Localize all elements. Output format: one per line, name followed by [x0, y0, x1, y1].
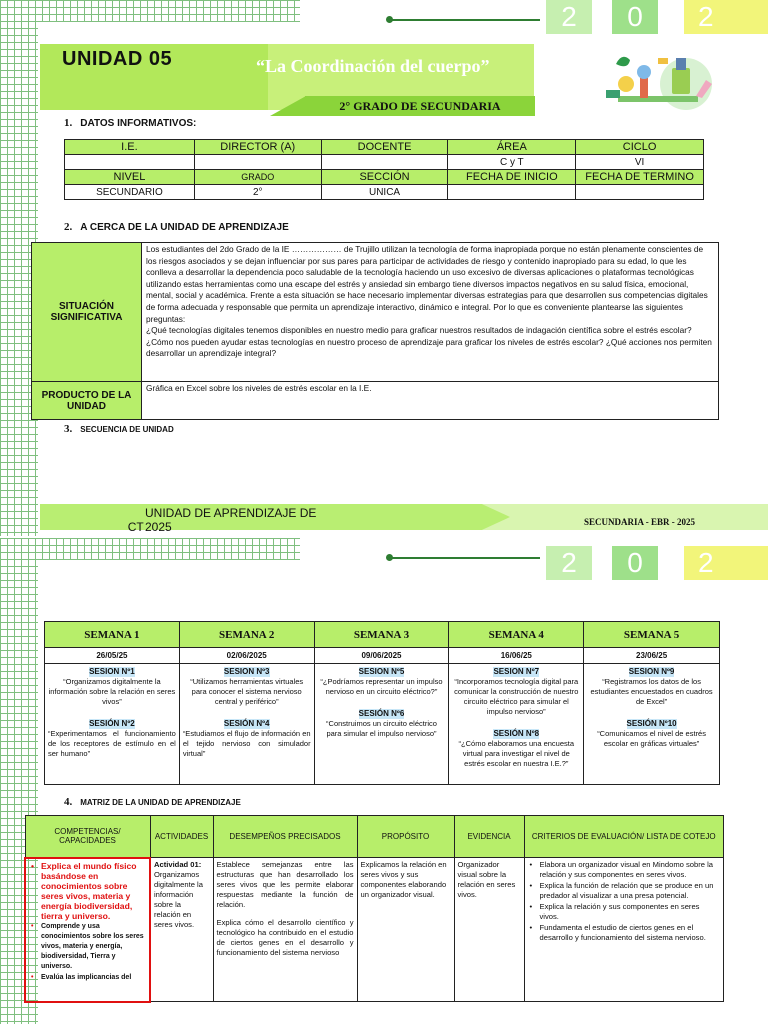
- matrix-competency-cell: [25, 858, 150, 1002]
- info-values-row-2: [65, 185, 704, 200]
- week-4-date: 16/06/25: [449, 648, 584, 664]
- top-dot: [386, 16, 393, 23]
- top-rule-2: [390, 557, 540, 559]
- info-header-fecha-termino: FECHA DE TERMINO: [576, 170, 704, 185]
- matrix-header-criterios: CRITERIOS DE EVALUACIÓN/ LISTA DE COTEJO: [524, 816, 724, 858]
- info-header-director: DIRECTOR (A): [194, 140, 321, 155]
- footer-overlap-text: CT: [127, 520, 144, 534]
- section-3-heading: [64, 423, 174, 435]
- week-1-sessions: [45, 664, 180, 785]
- session-text: “Registramos los datos de los estudiantes encuestados en cuadros de Excel”: [590, 677, 713, 706]
- year-digit-1b: 2: [546, 546, 592, 580]
- section-4-heading: [64, 796, 241, 808]
- competency-main: • Explica el mundo físico basándose en conocimientos sobre seres vivos, materia y energía biodiversidad, tierra y universo.: [29, 861, 146, 921]
- section-4-title: MATRIZ DE LA UNIDAD DE APRENDIZAJE: [80, 798, 241, 807]
- info-header-fecha-inicio: FECHA DE INICIO: [448, 170, 576, 185]
- matrix-header-competencias: COMPETENCIAS/ CAPACIDADES: [25, 816, 150, 858]
- activity-label: Actividad 01:: [154, 860, 202, 869]
- session-number: SESION Nº1: [89, 667, 135, 676]
- footer-left-text: UNIDAD DE APRENDIZAJE DE 2025CT: [127, 506, 317, 534]
- info-header-grado: GRADO: [194, 170, 321, 185]
- criteria-list: [528, 860, 721, 943]
- grid-paper-top: [0, 0, 300, 22]
- week-5-sessions: [584, 664, 720, 785]
- session-number: SESIÓN Nº8: [493, 729, 540, 738]
- capacity-item: • Evalúa las implicancias del: [29, 973, 146, 983]
- info-header-area: ÁREA: [448, 140, 576, 155]
- weeks-table: [44, 621, 720, 785]
- info-values-row: [65, 155, 704, 170]
- session-text: “¿Cómo elaboramos una encuesta virtual para investigar el nivel de estrés escolar en nuestra I.E.?”: [458, 739, 575, 768]
- unit-quote: “La Coordinación del cuerpo”: [256, 56, 490, 76]
- activity-text: Organizamos digitalmente la información sobre la relación en seres vivos.: [154, 870, 203, 929]
- matrix-header-desempenos: DESEMPEÑOS PRECISADOS: [213, 816, 357, 858]
- session-text: “¿Podríamos representar un impulso nervioso en un circuito eléctrico?”: [320, 677, 443, 696]
- week-5-label: SEMANA 5: [584, 622, 720, 648]
- year-digit-3: 2: [684, 0, 768, 34]
- capacity-item: • Comprende y usa conocimientos sobre los seres vivos, materia y energía, biodiversidad, Tierra y universo.: [29, 922, 146, 972]
- session-text: “Estudiamos el flujo de información en el tejido nervioso con simulador virtual”: [182, 729, 311, 758]
- weeks-date-row: [45, 648, 720, 664]
- matrix-header-proposito: PROPÓSITO: [357, 816, 454, 858]
- info-table: [64, 139, 704, 200]
- product-label: PRODUCTO DE LA UNIDAD: [32, 382, 142, 420]
- info-value-seccion: UNICA: [321, 185, 448, 200]
- week-3-date: 09/06/2025: [314, 648, 449, 664]
- competency-list: [29, 861, 146, 983]
- product-row: [32, 382, 719, 420]
- info-header-row-2: [65, 170, 704, 185]
- info-value-docente: [321, 155, 448, 170]
- performance-item: Establece semejanzas entre las estructuras que han desarrollado los seres vivos que les permite elaborar respuestas mediante la función de relación.: [216, 860, 354, 909]
- criteria-item: • Explica la relación y sus componentes en seres vivos.: [528, 902, 721, 922]
- unit-title: [62, 48, 172, 71]
- week-1-date: 26/05/25: [45, 648, 180, 664]
- weeks-header-row: [45, 622, 720, 648]
- matrix-performance-cell: [213, 858, 357, 1002]
- session-number: SESION Nº5: [358, 667, 405, 676]
- session-text: “Utilizamos herramientas virtuales para conocer el sistema nervioso central y periférico”: [190, 677, 304, 706]
- week-2-date: 02/06/2025: [179, 648, 314, 664]
- info-value-director: [194, 155, 321, 170]
- page-2: [0, 538, 768, 1024]
- section-2-title: A CERCA DE LA UNIDAD DE APRENDIZAJE: [80, 222, 289, 233]
- week-4-sessions: [449, 664, 584, 785]
- info-value-ciclo: VI: [576, 155, 704, 170]
- session-number: SESION Nº7: [493, 667, 540, 676]
- week-2-label: SEMANA 2: [179, 622, 314, 648]
- week-1-label: SEMANA 1: [45, 622, 180, 648]
- info-header-ie: I.E.: [65, 140, 195, 155]
- week-3-label: SEMANA 3: [314, 622, 449, 648]
- situation-questions: ¿Qué tecnologías digitales tenemos disponibles en nuestro medio para graficar nuestros resultados de indagación científica sobre el estrés escolar? ¿Cómo nos pueden ayudar estas tecnologías en nuestro proceso de aprendizaje para graficar los niveles de estrés escolar? ¿Qué acciones nos permiten desarrollar un aprendizaje integral?: [146, 325, 712, 359]
- year-digit-2: 0: [612, 0, 658, 34]
- year-digit-2b: 0: [612, 546, 658, 580]
- page-footer: [0, 498, 768, 536]
- top-rule: [390, 19, 540, 21]
- section-4-number: 4.: [64, 796, 73, 808]
- session-text: “Experimentamos el funcionamiento de los receptores de estímulo en el ser humano”: [48, 729, 176, 758]
- matrix-activity-cell: [150, 858, 213, 1002]
- science-illustration-icon: [596, 44, 714, 122]
- criteria-item: • Fundamenta el estudio de ciertos genes en el desarrollo y funcionamiento del sistema nervioso.: [528, 923, 721, 943]
- info-value-grado: 2°: [194, 185, 321, 200]
- criteria-item: • Explica la función de relación que se produce en un predador al visualizar a una presa potencial.: [528, 881, 721, 901]
- info-value-fecha-termino: [576, 185, 704, 200]
- top-dot-2: [386, 554, 393, 561]
- unit-number: 05: [148, 48, 173, 70]
- info-value-area: C y T: [448, 155, 576, 170]
- info-header-row: [65, 140, 704, 155]
- session-number: SESIÓN Nº4: [223, 719, 270, 728]
- matrix-header-evidencia: EVIDENCIA: [454, 816, 524, 858]
- section-1-heading: [64, 117, 196, 129]
- grade-banner: [305, 96, 535, 116]
- grade-label: 2° GRADO DE SECUNDARIA: [339, 99, 501, 113]
- matrix-evidence-cell: Organizador visual sobre la relación en seres vivos.: [454, 858, 524, 1002]
- session-text: “Incorporamos tecnología digital para comunicar la construcción de nuestro circuito eléctrico para simular el impulso nervioso”: [454, 677, 579, 716]
- section-2-heading: [64, 221, 289, 233]
- session-number: SESIÓN Nº2: [89, 719, 135, 728]
- year-digit-3b: 2: [684, 546, 768, 580]
- matrix-body-row: [25, 858, 724, 1002]
- matrix-purpose-cell: Explicamos la relación en seres vivos y sus componentes elaborando un organizador visual.: [357, 858, 454, 1002]
- weeks-sessions-row: [45, 664, 720, 785]
- matrix-criteria-cell: [524, 858, 724, 1002]
- matrix-header-row: [25, 816, 724, 858]
- info-header-nivel: NIVEL: [65, 170, 195, 185]
- info-value-fecha-inicio: [448, 185, 576, 200]
- situation-cell: [142, 243, 719, 382]
- week-3-sessions: [314, 664, 449, 785]
- info-header-ciclo: CICLO: [576, 140, 704, 155]
- matrix-header-actividades: ACTIVIDADES: [150, 816, 213, 858]
- section-1-title: DATOS INFORMATIVOS:: [80, 118, 197, 129]
- week-2-sessions: [179, 664, 314, 785]
- about-table: [31, 242, 719, 420]
- session-number: SESION Nº9: [628, 667, 675, 676]
- criteria-item: • Elabora un organizador visual en Mindomo sobre la relación y sus componentes en seres vivos.: [528, 860, 721, 880]
- session-text: “Organizamos digitalmente la información sobre la relación en seres vivos”: [48, 677, 176, 706]
- situation-row: [32, 243, 719, 382]
- section-2-number: 2.: [64, 221, 73, 233]
- week-5-date: 23/06/25: [584, 648, 720, 664]
- session-number: SESIÓN Nº10: [626, 719, 677, 728]
- info-header-seccion: SECCIÓN: [321, 170, 448, 185]
- situation-text: Los estudiantes del 2do Grado de la IE ……………… de Trujillo utilizan la tecnología de forma inapropiada porque no están plenamente conscientes de los riesgos asociados y se dejan influenciar por sus pares para participar de actividades de riesgo y contenido inapropiado para su edad, lo que les conlleva a desarrollar la dependencia poco saludable de la tecnología haciendo un uso excesivo de diversas aplicaciones o plataformas tecnológicas utilizando estas herramientas como una escape del estrés y ansiedad sin embargo tiene diversos impactos negativos en su salud física, emocional, mental, social y académica. Frente a esta situación se hace necesario implementar diversas estrategias para que desarrollen sus competencias digitales de forma adecuada y responsable que permita un aprendizaje interactivo, dinámico e integral. Por lo que es conveniente plantearse las siguientes preguntas:: [146, 244, 708, 324]
- year-digit-1: 2: [546, 0, 592, 34]
- situation-label: SITUACIÓN SIGNIFICATIVA: [32, 243, 142, 382]
- session-number: SESIÓN Nº6: [358, 709, 405, 718]
- session-text: “Comunicamos el nivel de estrés escolar en gráficas virtuales”: [597, 729, 706, 748]
- grade-banner-arrow: [270, 96, 306, 116]
- info-header-docente: DOCENTE: [321, 140, 448, 155]
- unit-label: UNIDAD: [62, 48, 143, 70]
- product-text: Gráfica en Excel sobre los niveles de estrés escolar en la I.E.: [142, 382, 719, 420]
- info-value-ie: [65, 155, 195, 170]
- section-3-number: 3.: [64, 423, 73, 435]
- section-3-title: SECUENCIA DE UNIDAD: [80, 425, 174, 434]
- session-number: SESION Nº3: [223, 667, 270, 676]
- grid-paper-top-2: [0, 538, 300, 560]
- matrix-table: [24, 815, 724, 1003]
- session-text: “Construimos un circuito eléctrico para simular el impulso nervioso”: [326, 719, 437, 738]
- footer-right-text: SECUNDARIA - EBR - 2025: [584, 517, 696, 527]
- section-1-number: 1.: [64, 117, 73, 129]
- week-4-label: SEMANA 4: [449, 622, 584, 648]
- performance-item: Explica cómo el desarrollo científico y tecnológico ha contribuido en el estudio de ciertos genes en el desarrollo y funcionamiento del sistema nervioso: [216, 918, 354, 957]
- info-value-nivel: SECUNDARIO: [65, 185, 195, 200]
